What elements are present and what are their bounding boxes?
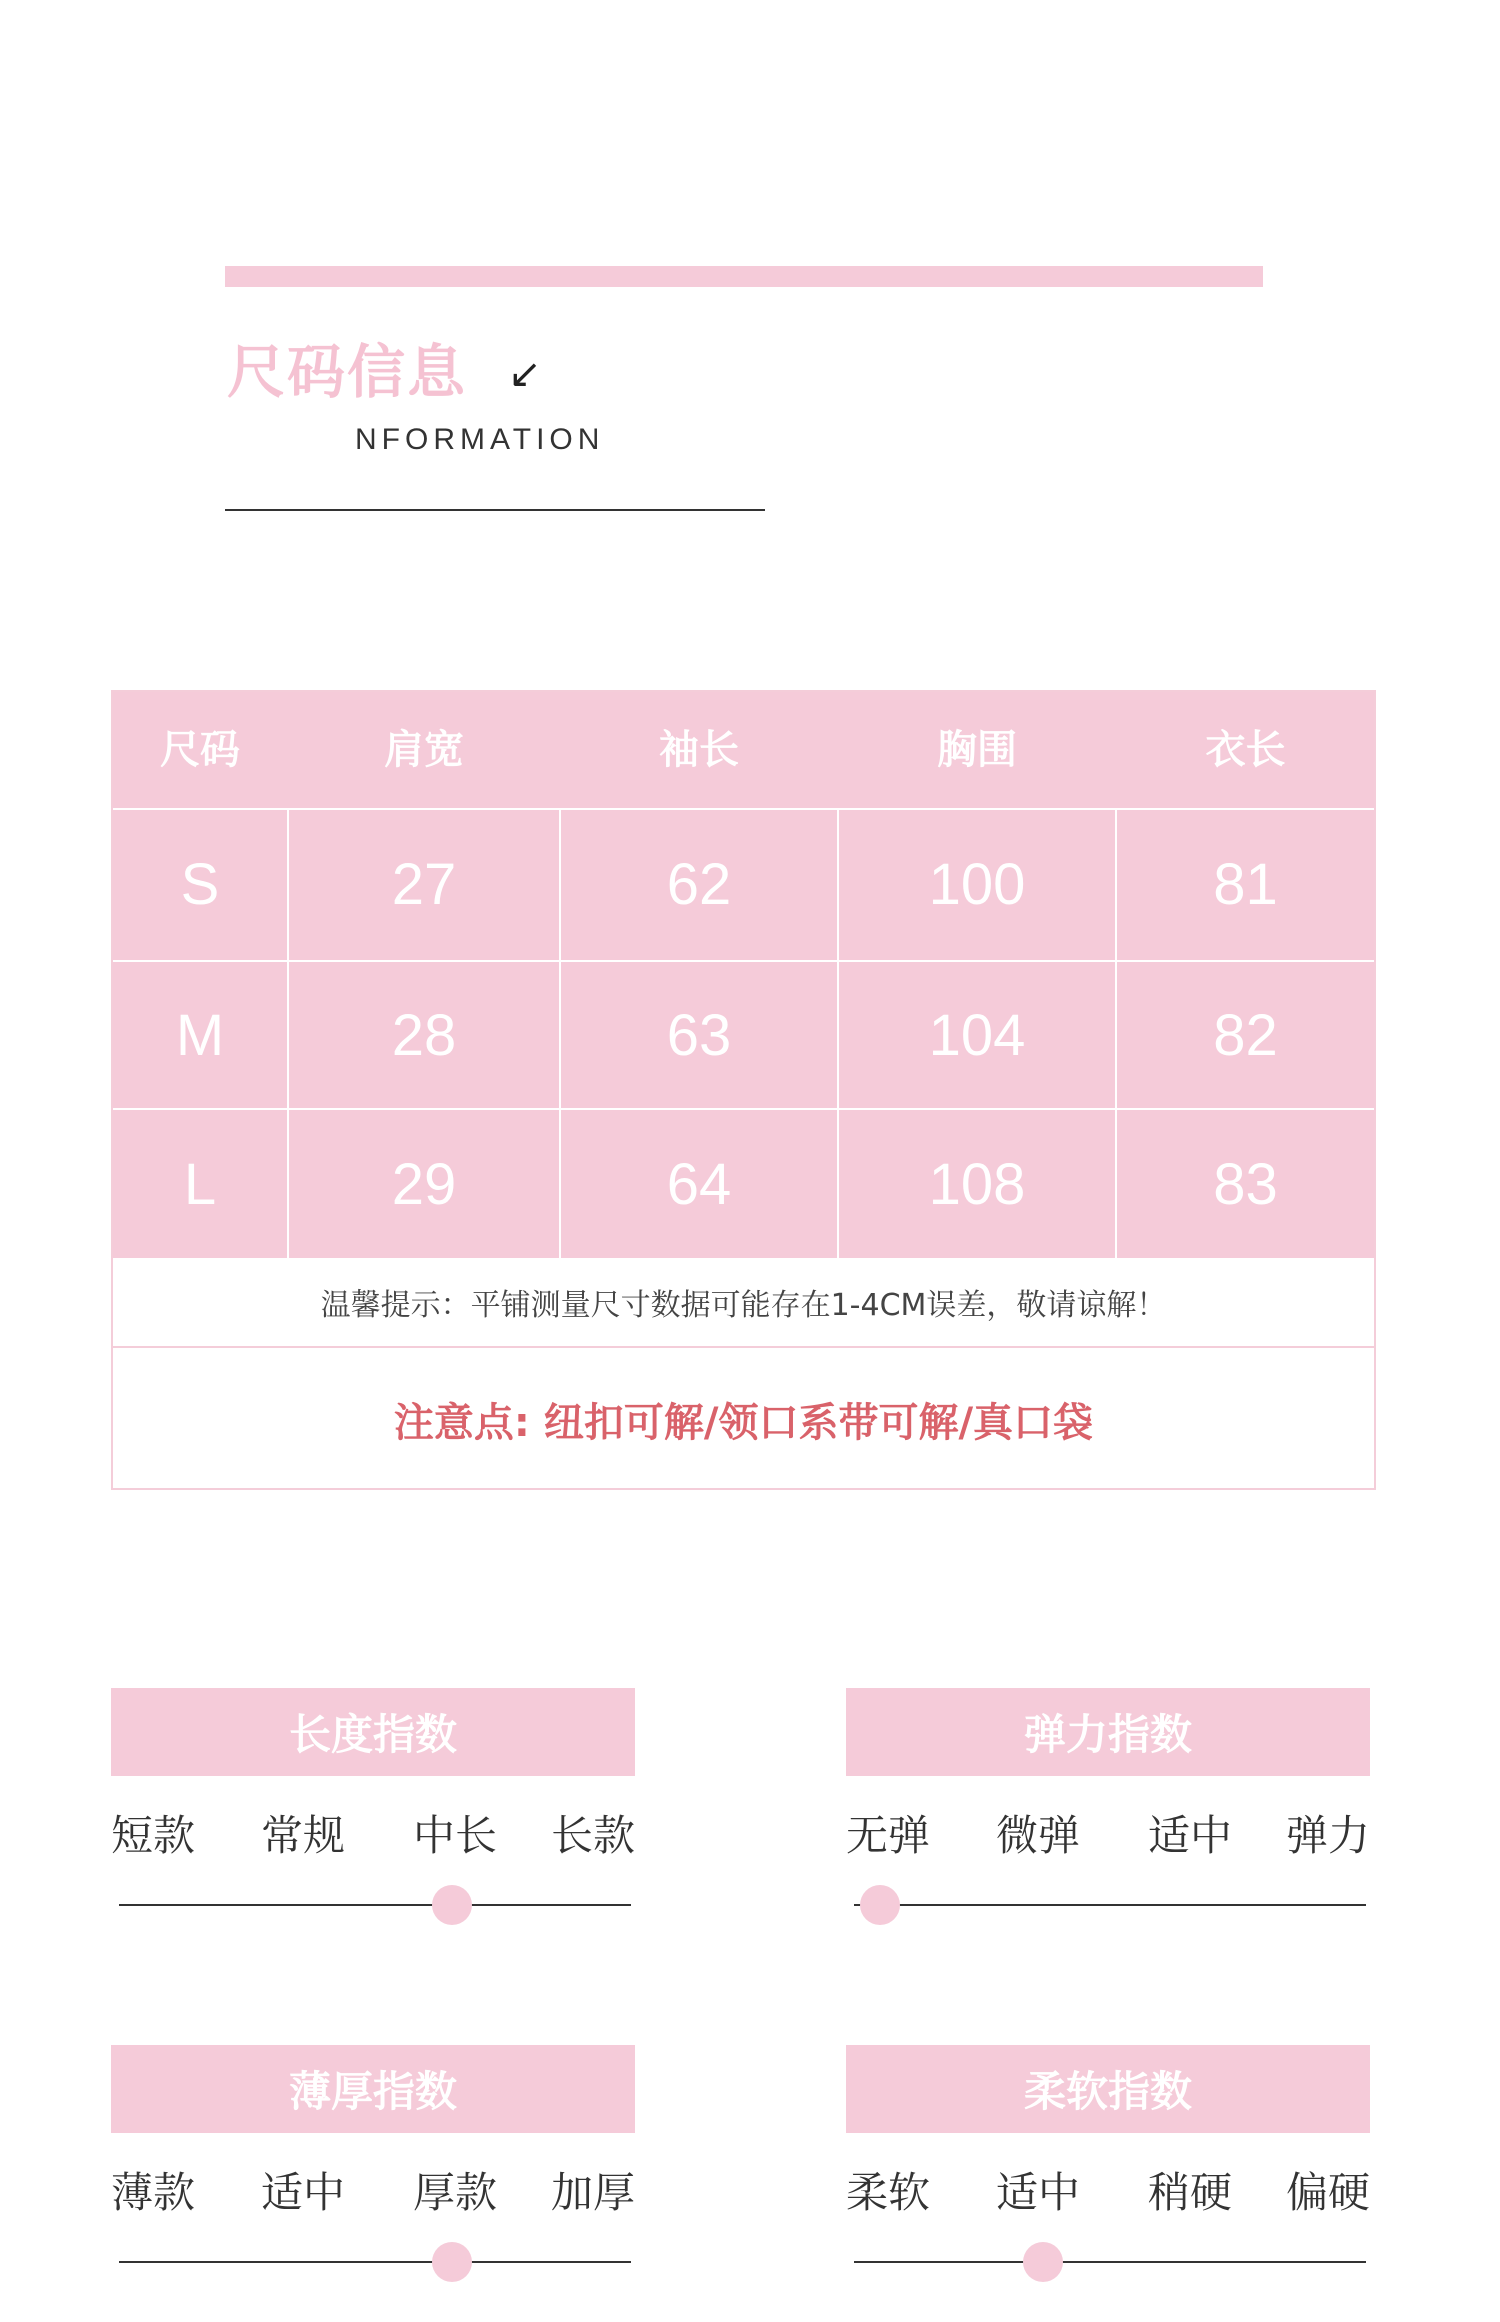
index-options	[846, 2163, 1370, 2223]
measurement-tip: 温馨提示：平铺测量尺寸数据可能存在1-4CM误差，敬请谅解！	[113, 1258, 1374, 1348]
index-track	[854, 1904, 1366, 1906]
index-indicator	[432, 1885, 472, 1925]
title-divider	[225, 509, 765, 511]
index-option: 柔软	[846, 2168, 931, 2217]
index-option: 弹力	[1286, 1811, 1371, 1860]
table-cell: 62	[666, 851, 732, 917]
column-header: 肩宽	[384, 727, 464, 773]
grid-line	[559, 808, 561, 1258]
grid-line	[113, 960, 1374, 962]
table-cell: 100	[928, 851, 1026, 917]
table-row	[113, 808, 1374, 960]
index-track	[119, 1904, 631, 1906]
index-indicator	[432, 2242, 472, 2282]
length-index	[111, 1688, 635, 1938]
softness-index	[846, 2045, 1370, 2295]
attention-note: 注意点: 纽扣可解/领口系带可解/真口袋	[393, 1399, 1094, 1446]
index-title: 薄厚指数	[111, 2045, 635, 2133]
index-option: 偏硬	[1286, 2168, 1371, 2217]
column-header: 胸围	[937, 727, 1017, 773]
grid-line	[287, 808, 289, 1258]
column-header: 袖长	[659, 727, 739, 773]
index-option: 薄款	[111, 2168, 196, 2217]
table-cell: L	[183, 1151, 217, 1217]
table-cell: 81	[1213, 851, 1278, 917]
index-options	[111, 2163, 635, 2223]
section-subtitle: NFORMATION	[355, 423, 605, 456]
index-track	[854, 2261, 1366, 2263]
index-option: 中长	[413, 1811, 498, 1860]
index-option: 常规	[261, 1811, 346, 1860]
grid-line	[113, 808, 1374, 810]
table-cell: 64	[666, 1151, 732, 1217]
grid-line	[113, 1108, 1374, 1110]
index-track	[119, 2261, 631, 2263]
index-options	[846, 1806, 1370, 1866]
elasticity-index	[846, 1688, 1370, 1938]
table-cell: 83	[1213, 1151, 1278, 1217]
column-header: 尺码	[160, 727, 240, 773]
index-option: 稍硬	[1148, 2168, 1233, 2217]
index-options	[111, 1806, 635, 1866]
index-title: 弹力指数	[846, 1688, 1370, 1776]
index-indicator	[860, 1885, 900, 1925]
index-option: 厚款	[413, 2168, 498, 2217]
table-header-row	[113, 692, 1374, 808]
table-cell: 28	[391, 1002, 457, 1068]
index-indicator	[1023, 2242, 1063, 2282]
index-option: 加厚	[551, 2168, 636, 2217]
column-header: 衣长	[1205, 727, 1286, 773]
grid-line	[837, 808, 839, 1258]
table-row	[113, 962, 1374, 1108]
table-row	[113, 1110, 1374, 1258]
table-cell: 27	[391, 851, 457, 917]
index-title: 长度指数	[111, 1688, 635, 1776]
table-cell: 82	[1213, 1002, 1278, 1068]
index-option: 长款	[551, 1811, 636, 1860]
table-cell: 29	[391, 1151, 457, 1217]
thickness-index	[111, 2045, 635, 2295]
table-cell: 104	[928, 1002, 1026, 1068]
section-title: 尺码信息	[227, 338, 468, 406]
arrow-down-left-icon: ↙	[508, 351, 542, 397]
index-option: 适中	[1148, 1811, 1233, 1860]
index-option: 短款	[111, 1811, 196, 1860]
index-option: 适中	[996, 2168, 1081, 2217]
index-option: 微弹	[996, 1811, 1081, 1860]
table-cell: 108	[928, 1151, 1026, 1217]
index-title: 柔软指数	[846, 2045, 1370, 2133]
table-cell: S	[180, 851, 220, 917]
index-option: 适中	[261, 2168, 346, 2217]
table-cell: 63	[666, 1002, 732, 1068]
size-table	[111, 690, 1376, 1490]
table-cell: M	[175, 1002, 225, 1068]
grid-line	[1115, 808, 1117, 1258]
top-pink-bar	[225, 266, 1263, 287]
index-option: 无弹	[846, 1811, 931, 1860]
